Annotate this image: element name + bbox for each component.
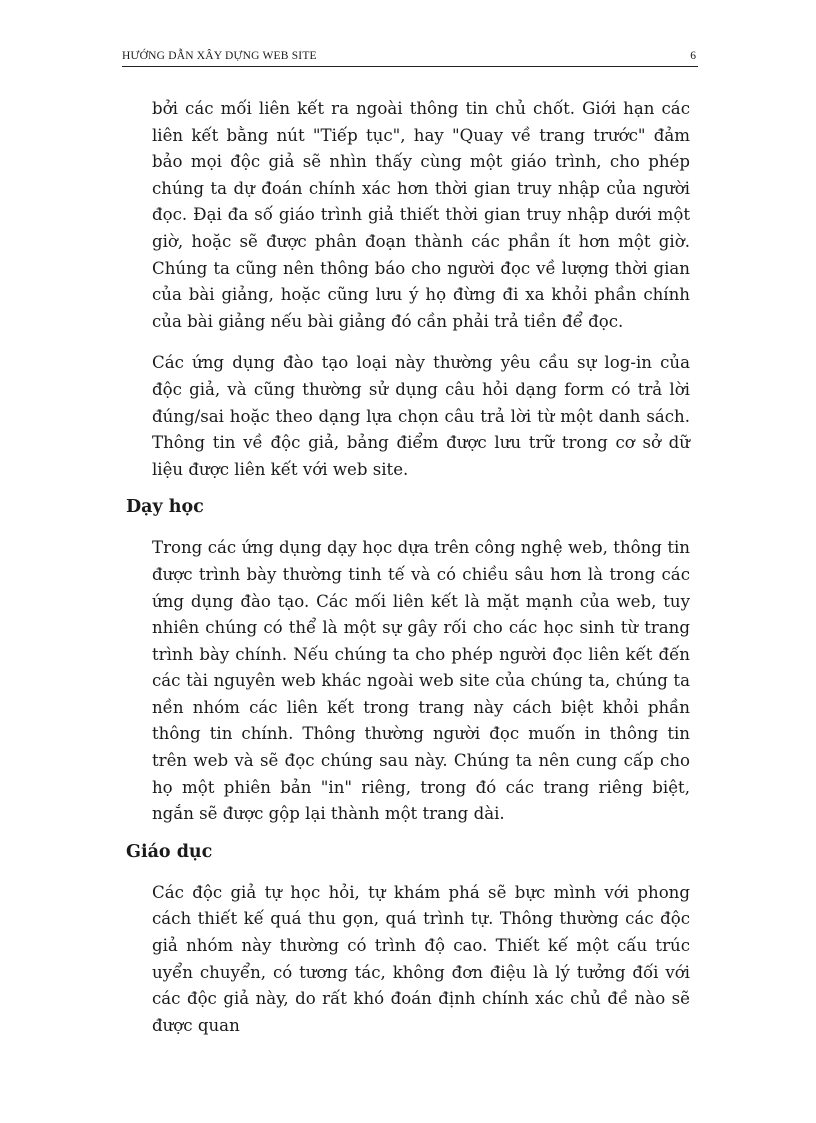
paragraph: Các độc giả tự học hỏi, tự khám phá sẽ bực mình với phong cách thiết kế quá thu gọn, quá trình tự. Thông thường các độc giả nhóm này thường có trình độ cao. Thiết kế một cấu trúc uyển chuyển, có tương tác, không đơn điệu là lý tưởng đối với các độc giả này, do rất khó đoán định chính xác chủ đề nào sẽ được quan: [152, 882, 690, 1035]
paragraph: Trong các ứng dụng dạy học dựa trên công nghệ web, thông tin được trình bày thường tinh tế và có chiều sâu hơn là trong các ứng dụng đào tạo. Các mối liên kết là mặt mạnh của web, tuy nhiên chúng có thể là một sự gây rối cho các học sinh từ trang trình bày chính. Nếu chúng ta cho phép người đọc liên kết đến các tài nguyên web khác ngoài web site của chúng ta, chúng ta nền nhóm các liên kết trong trang này cách biệt khỏi phần thông tin chính. Thông thường người đọc muốn in thông tin trên web và sẽ đọc chúng sau này. Chúng ta nên cung cấp cho họ một phiên bản "in" riêng, trong đó các trang riêng biệt, ngắn sẽ được gộp lại thành một trang dài.: [152, 538, 690, 824]
paragraph: bởi các mối liên kết ra ngoài thông tin chủ chốt. Giới hạn các liên kết bằng nút "Tiếp tục", hay "Quay về trang trước" đảm bảo mọi độc giả sẽ nhìn thấy cùng một giáo trình, cho phép chúng ta dự đoán chính xác hơn thời gian truy nhập của người đọc. Đại đa số giáo trình giả thiết thời gian truy nhập dưới một giờ, hoặc sẽ được phân đoạn thành các phần ít hơn một giờ. Chúng ta cũng nên thông báo cho người đọc về lượng thời gian của bài giảng, hoặc cũng lưu ý họ đừng đi xa khỏi phần chính của bài giảng nếu bài giảng đó cần phải trả tiền để đọc.: [152, 99, 690, 331]
header-title: HƯỚNG DẪN XÂY DỰNG WEB SITE: [122, 50, 317, 62]
section-heading-giao-duc: Giáo dục: [126, 841, 213, 862]
page-header: [122, 50, 698, 67]
page-number: 6: [690, 50, 696, 62]
document-body: [126, 96, 690, 1039]
paragraph: Các ứng dụng đào tạo loại này thường yêu cầu sự log-in của độc giả, và cũng thường sử dụng câu hỏi dạng form có trả lời đúng/sai hoặc theo dạng lựa chọn câu trả lời từ một danh sách. Thông tin về độc giả, bảng điểm được lưu trữ trong cơ sở dữ liệu được liên kết với web site.: [152, 353, 690, 479]
section-heading-day-hoc: Dạy học: [126, 497, 204, 518]
